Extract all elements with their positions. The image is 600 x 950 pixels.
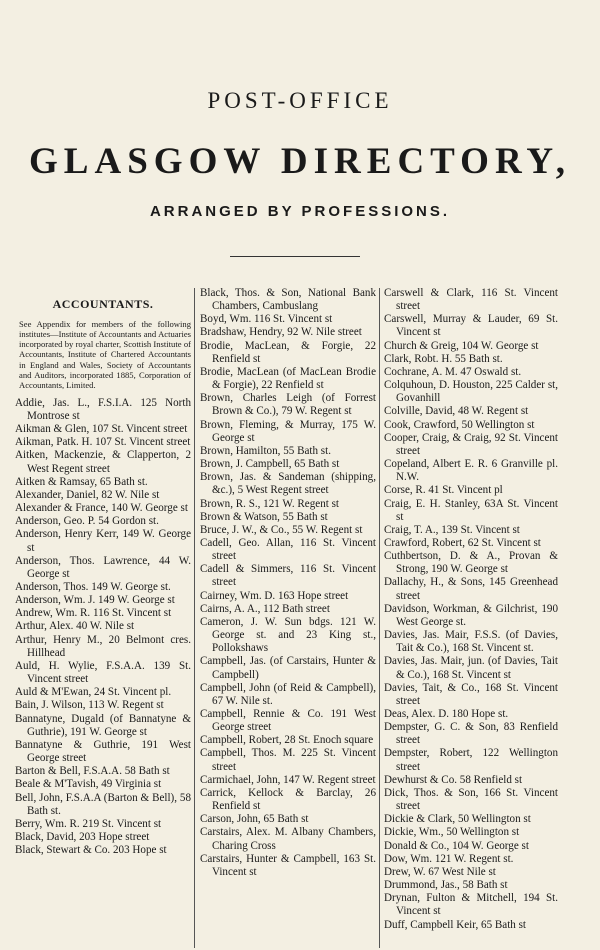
directory-entry: Cooper, Craig, & Craig, 92 St. Vincent street: [384, 431, 558, 457]
directory-entry: Arthur, Henry M., 20 Belmont cres. Hillhead: [15, 633, 191, 659]
directory-entry: Colville, David, 48 W. Regent st: [384, 405, 529, 418]
directory-entry: Brown, Fleming, & Murray, 175 W. George st: [200, 418, 376, 444]
directory-entry: Anderson, Thos. 149 W. George st.: [15, 581, 171, 593]
directory-entry: Dickie, Wm., 50 Wellington st: [384, 826, 520, 839]
column-1: [15, 287, 191, 949]
directory-entry: Bannatyne & Guthrie, 191 West George street: [15, 738, 191, 765]
directory-entry: Campbell, Thos. M. 225 St. Vincent street: [200, 747, 376, 773]
directory-entry: Cuthbertson, D. & A., Provan & Strong, 190 W. George st: [384, 550, 558, 576]
directory-entry: Donald & Co., 104 W. George st: [384, 839, 529, 852]
directory-entry: Cadell, Geo. Allan, 116 St. Vincent street: [200, 536, 376, 563]
directory-entry: Davidson, Workman, & Gilchrist, 190 West George st.: [384, 602, 558, 628]
directory-entry: Copeland, Albert E. R. 6 Granville pl. N.W.: [384, 458, 558, 484]
directory-entry: Brown, Charles Leigh (of Forrest Brown & Co.), 79 W. Regent st: [200, 392, 376, 418]
directory-entry: Dempster, Robert, 122 Wellington street: [384, 747, 558, 773]
directory-entry: Carrick, Kellock & Barclay, 26 Renfield st: [200, 786, 376, 813]
directory-entry: Brodie, MacLean, & Forgie, 22 Renfield st: [200, 339, 376, 365]
directory-entry: Clark, Robt. H. 55 Bath st.: [384, 352, 503, 365]
column-2: [200, 287, 376, 949]
directory-entry: Berry, Wm. R. 219 St. Vincent st: [15, 817, 162, 830]
directory-entry: Addie, Jas. L., F.S.I.A. 125 North Montrose st: [15, 396, 191, 422]
directory-entry: Duff, Campbell Keir, 65 Bath st: [384, 918, 527, 931]
column-3: [384, 287, 558, 949]
directory-entry: Dewhurst & Co. 58 Renfield st: [384, 773, 523, 786]
directory-entry: Dow, Wm. 121 W. Regent st.: [384, 852, 514, 865]
directory-entry: Cameron, J. W. Sun bdgs. 121 W. George st. and 23 King st., Pollokshaws: [200, 615, 376, 655]
directory-entry: Campbell, Rennie & Co. 191 West George street: [200, 708, 376, 734]
directory-entry: Craig, T. A., 139 St. Vincent st: [384, 523, 520, 536]
directory-entry: Cairns, A. A., 112 Bath street: [200, 602, 330, 615]
directory-entry: Barton & Bell, F.S.A.A. 58 Bath st: [15, 765, 170, 778]
directory-entry: Brodie, MacLean (of MacLean Brodie & Forgie), 22 Renfield st: [200, 365, 376, 392]
directory-entry: Cadell & Simmers, 116 St. Vincent street: [200, 563, 376, 589]
directory-entry: Corse, R. 41 St. Vincent pl: [384, 484, 503, 497]
directory-entry: Bradshaw, Hendry, 92 W. Nile street: [200, 326, 362, 339]
section-note: See Appendix for members of the following institutes—Institute of Accountants and Actuaries incorporated by royal charter, Scottish Institute of Accountants, Institute of Chartered Accountants in England and Wales, Society of Accountants and Auditors, incorporated 1885, Corporation of Accountants, Limited.: [19, 319, 191, 390]
directory-entry: Aitken, Mackenzie, & Clapperton, 2 West Regent street: [15, 449, 191, 475]
directory-entry: Campbell, John (of Reid & Campbell), 67 W. Nile st.: [200, 681, 376, 707]
column-divider: [194, 288, 195, 948]
directory-entry: Drew, W. 67 West Nile st: [384, 865, 496, 878]
directory-entry: Drummond, Jas., 58 Bath st: [384, 879, 508, 892]
directory-entry: Andrew, Wm. R. 116 St. Vincent st: [15, 607, 172, 620]
directory-entry: Cook, Crawford, 50 Wellington st: [384, 418, 535, 431]
directory-entry: Brown, R. S., 121 W. Regent st: [200, 497, 339, 510]
directory-entry: Campbell, Jas. (of Carstairs, Hunter & Campbell): [200, 655, 376, 681]
directory-entry: Davies, Tait, & Co., 168 St. Vincent street: [384, 681, 558, 707]
directory-entry: Dick, Thos. & Son, 166 St. Vincent street: [384, 786, 558, 813]
directory-entry: Bannatyne, Dugald (of Bannatyne & Guthrie), 191 W. George st: [15, 712, 191, 738]
directory-entry: Brown, Hamilton, 55 Bath st.: [200, 444, 331, 457]
directory-entry: Brown, J. Campbell, 65 Bath st: [200, 458, 340, 471]
directory-entry: Carswell & Clark, 116 St. Vincent street: [384, 287, 558, 313]
directory-entry: Drynan, Fulton & Mitchell, 194 St. Vincent st: [384, 892, 558, 918]
directory-entry: Auld, H. Wylie, F.S.A.A. 139 St. Vincent street: [15, 659, 191, 686]
directory-entry: Carstairs, Hunter & Campbell, 163 St. Vincent st: [200, 852, 376, 878]
directory-entry: Crawford, Robert, 62 St. Vincent st: [384, 536, 541, 549]
directory-entry: Arthur, Alex. 40 W. Nile st: [15, 620, 135, 633]
directory-entry: Campbell, Robert, 28 St. Enoch square: [200, 734, 374, 747]
directory-entry: Davies, Jas. Mair, F.S.S. (of Davies, Tait & Co.), 168 St. Vincent st.: [384, 629, 558, 655]
directory-entry: Brown, Jas. & Sandeman (shipping, &c.), 5 West Regent street: [200, 471, 376, 497]
directory-entry: Bain, J. Wilson, 113 W. Regent st: [15, 699, 164, 712]
directory-entry: Davies, Jas. Mair, jun. (of Davies, Tait & Co.), 168 St. Vincent st: [384, 655, 558, 681]
directory-entry: Cairney, Wm. D. 163 Hope street: [200, 589, 349, 602]
column-divider: [379, 288, 380, 948]
directory-entry: Aikman & Glen, 107 St. Vincent street: [15, 423, 188, 436]
directory-entry: Black, David, 203 Hope street: [15, 830, 150, 843]
title-rule: [230, 256, 360, 257]
directory-entry: Alexander, Daniel, 82 W. Nile st: [15, 488, 160, 501]
directory-entry: Aikman, Patk. H. 107 St. Vincent street: [15, 436, 191, 449]
subtitle-arranged-by-professions: ARRANGED BY PROFESSIONS.: [149, 203, 451, 220]
directory-entry: Dempster, G. C. & Son, 83 Renfield street: [384, 721, 558, 747]
directory-entry: Black, Thos. & Son, National Bank Chambers, Cambuslang: [200, 287, 376, 313]
directory-entry: Deas, Alex. D. 180 Hope st.: [384, 708, 509, 720]
directory-entry: Alexander & France, 140 W. George st: [15, 502, 188, 515]
directory-entry: Black, Stewart & Co. 203 Hope st: [15, 844, 167, 857]
directory-entry: Anderson, Geo. P. 54 Gordon st.: [15, 515, 159, 528]
directory-entry: Carmichael, John, 147 W. Regent street: [200, 773, 376, 786]
directory-entry: Dallachy, H., & Sons, 145 Greenhead street: [384, 576, 558, 602]
directory-entry: Church & Greig, 104 W. George st: [384, 339, 539, 352]
directory-entry: Carswell, Murray & Lauder, 69 St. Vincent st: [384, 313, 558, 339]
directory-entry: Beale & M'Tavish, 49 Virginia st: [15, 778, 162, 791]
directory-entry: Craig, E. H. Stanley, 63A St. Vincent st: [384, 497, 558, 523]
directory-entry: Carson, John, 65 Bath st: [200, 813, 309, 826]
directory-entry: Auld & M'Ewan, 24 St. Vincent pl.: [15, 686, 172, 699]
directory-entry: Brown & Watson, 55 Bath st: [200, 510, 328, 523]
directory-entry: Bell, John, F.S.A.A (Barton & Bell), 58 Bath st.: [15, 791, 191, 817]
directory-entry: Anderson, Wm. J. 149 W. George st: [15, 594, 175, 607]
directory-entry: Anderson, Thos. Lawrence, 44 W. George st: [15, 554, 191, 580]
directory-entry: Boyd, Wm. 116 St. Vincent st: [200, 313, 333, 326]
directory-entry: Anderson, Henry Kerr, 149 W. George st: [15, 528, 191, 554]
title-glasgow-directory: GLASGOW DIRECTORY,: [29, 141, 571, 182]
directory-entry: Carstairs, Alex. M. Albany Chambers, Charing Cross: [200, 826, 376, 852]
directory-entry: Dickie & Clark, 50 Wellington st: [384, 813, 531, 826]
directory-entry: Aitken & Ramsay, 65 Bath st.: [15, 475, 148, 488]
directory-entry: Colquhoun, D. Houston, 225 Calder st, Govanhill: [384, 379, 558, 405]
section-heading: ACCOUNTANTS.: [52, 297, 154, 311]
directory-entry: Bruce, J. W., & Co., 55 W. Regent st: [200, 523, 363, 536]
directory-entry: Cochrane, A. M. 47 Oswald st.: [384, 365, 522, 378]
title-post-office: POST-OFFICE: [207, 88, 393, 113]
